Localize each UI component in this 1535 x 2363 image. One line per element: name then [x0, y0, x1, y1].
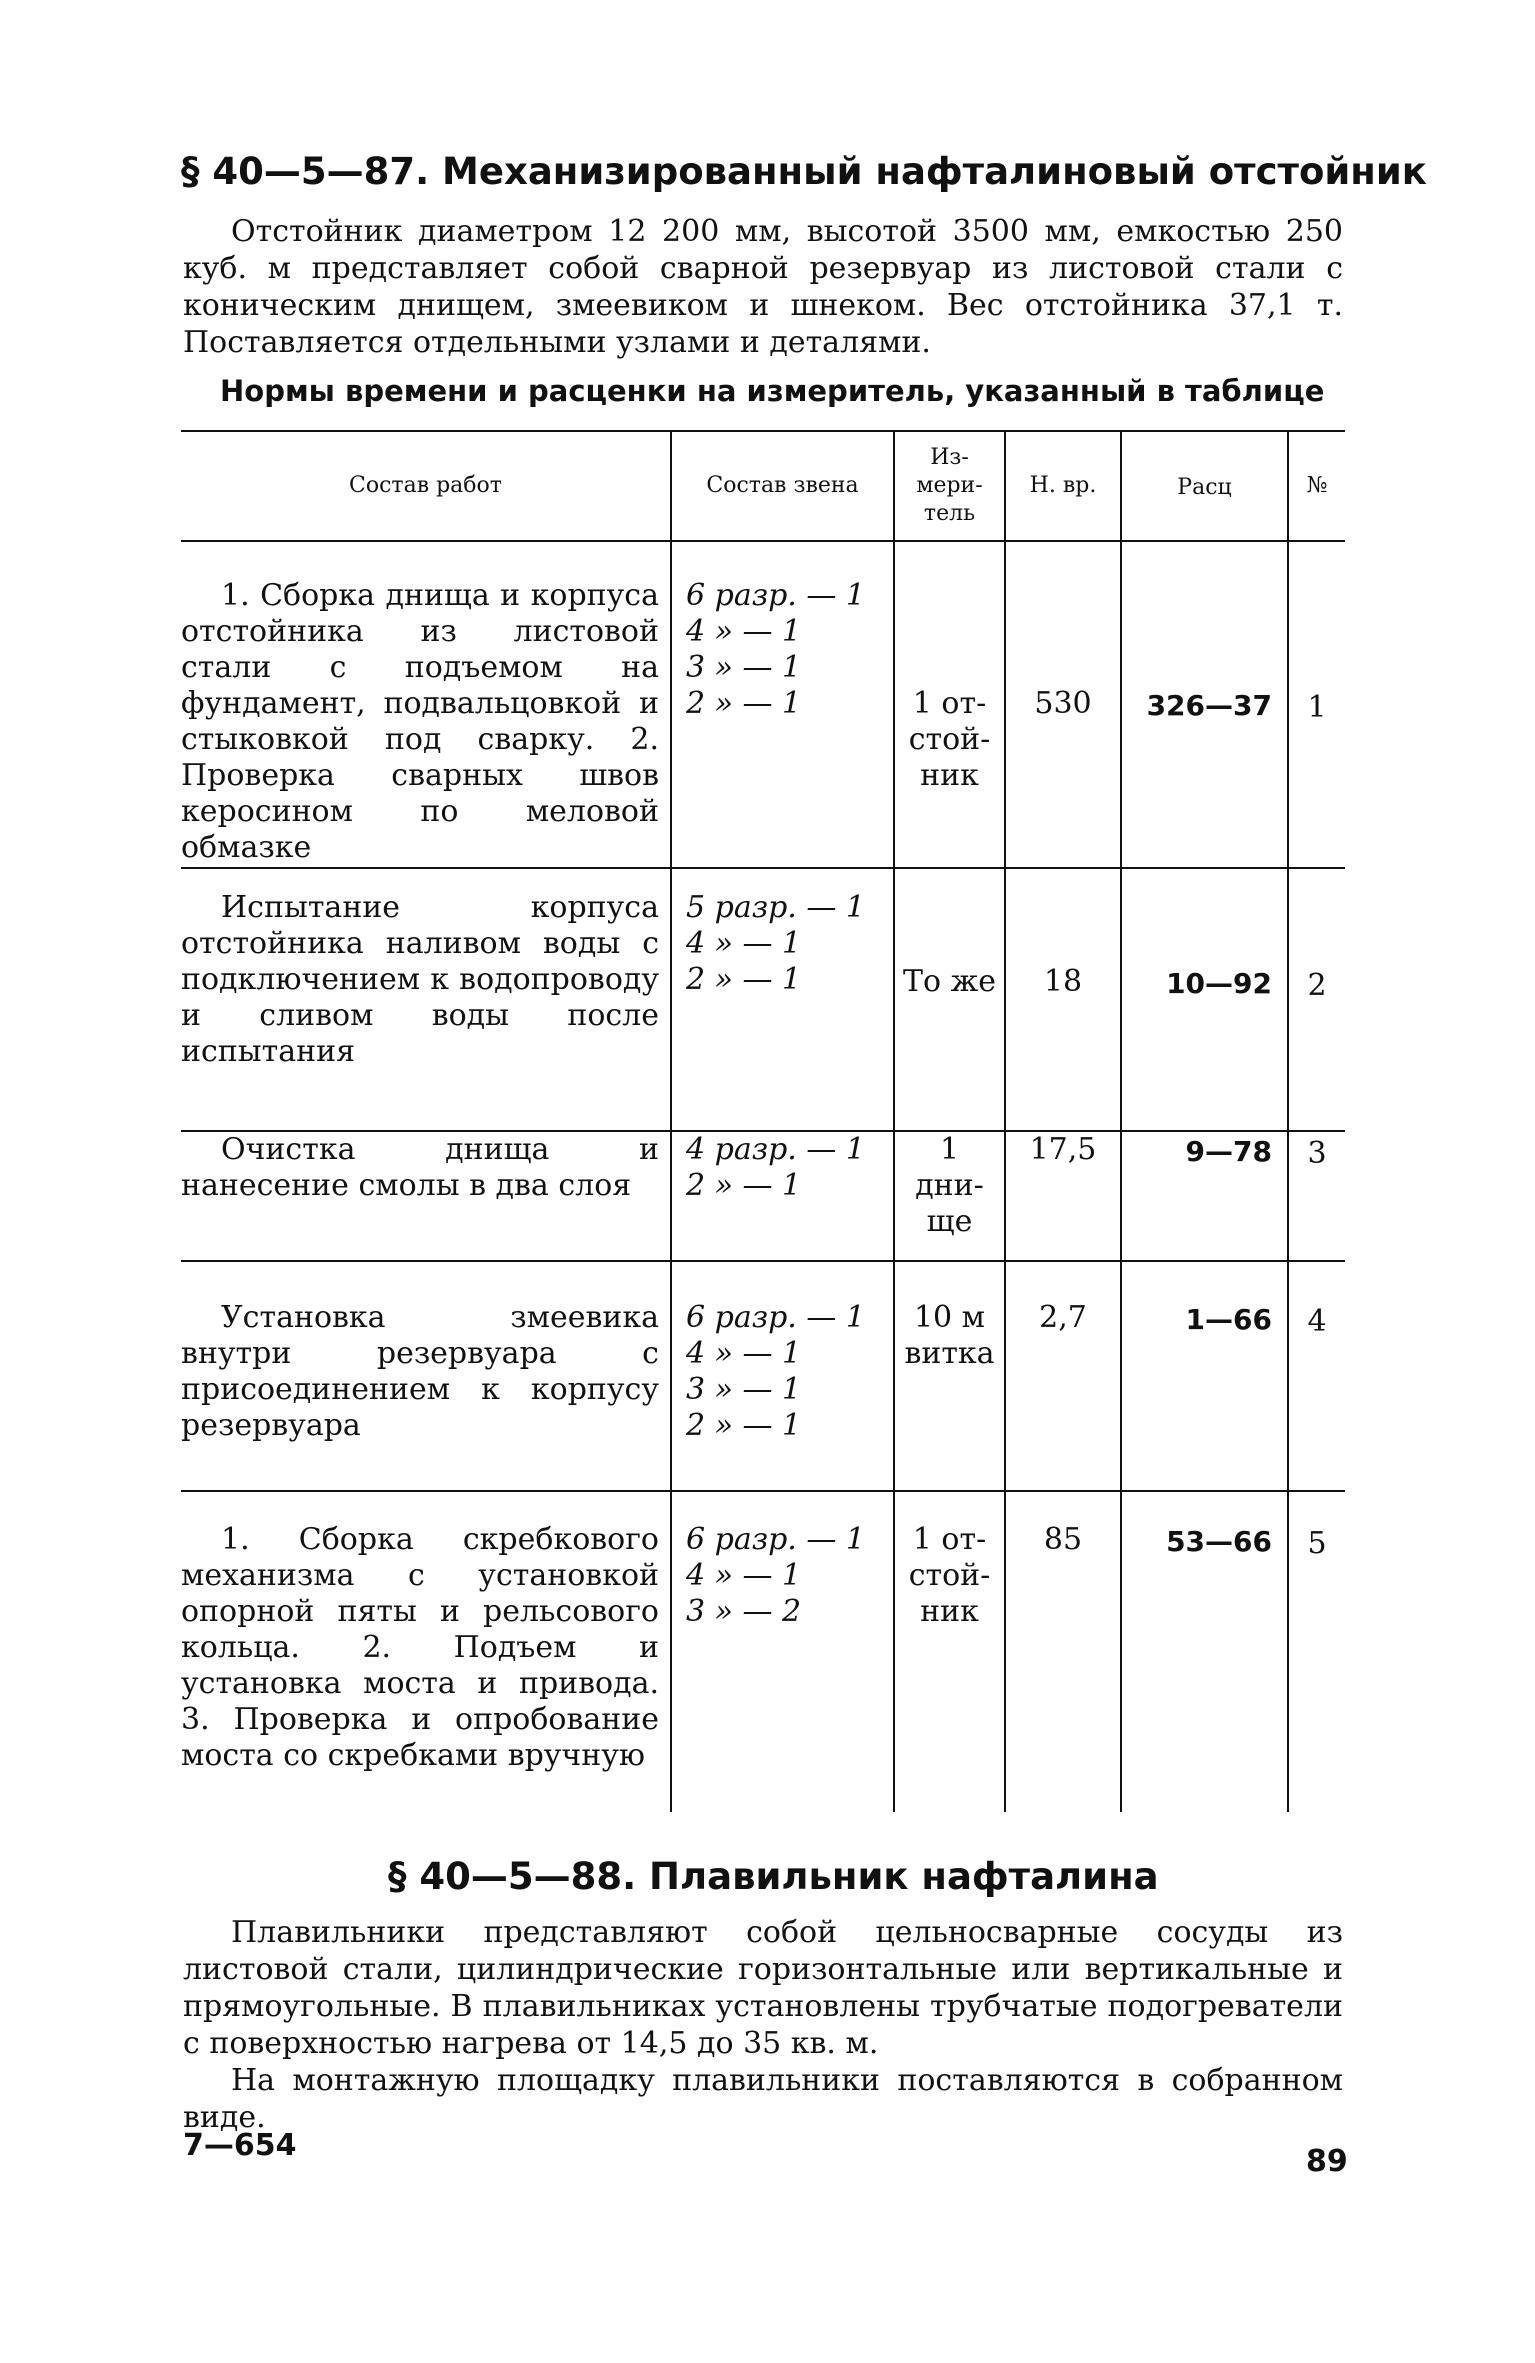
header-number: № [1306, 473, 1328, 498]
row-3-crew [686, 1132, 886, 1204]
row-separator-3 [181, 1260, 1345, 1262]
crew-line: 2 » — 1 [686, 1168, 802, 1203]
row-4-measure: 10 м витка [904, 1300, 995, 1371]
table-top-rule [181, 430, 1345, 432]
crew-line: 2 » — 1 [686, 962, 802, 997]
header-measure [895, 444, 1004, 528]
crew-line: 4 » — 1 [686, 926, 802, 961]
table-caption: Нормы времени и расценки на измеритель, указанный в таблице [220, 374, 1325, 408]
crew-line: 2 » — 1 [686, 686, 802, 721]
row-1-work: 1. Сборка днища и корпуса отстойника из листовой стали с подъемом на фундамент, подвальцовкой и стыковкой под сварку. 2. Проверка сварных швов керосином по меловой обмазке [181, 578, 659, 865]
header-work: Состав работ [349, 473, 502, 498]
column-rule-1 [670, 432, 672, 1812]
row-3-measure: 1 дни- ще [915, 1132, 984, 1239]
page-number: 89 [1306, 2144, 1348, 2179]
row-3-work: Очистка днища и нанесение смолы в два слоя [181, 1132, 659, 1203]
crew-line: 6 разр. — 1 [686, 578, 865, 613]
row-3-number: 3 [1307, 1136, 1327, 1171]
header-norm: Н. вр. [1029, 473, 1097, 498]
row-3-norm: 17,5 [1029, 1132, 1097, 1167]
crew-line: 2 » — 1 [686, 1408, 802, 1443]
row-2-work: Испытание корпуса отстойника наливом воды с подключением к водопроводу и сливом воды после испытания [181, 890, 659, 1069]
column-rule-4 [1120, 432, 1122, 1812]
header-measure-line-2: мери- [916, 473, 983, 498]
column-rule-3 [1004, 432, 1006, 1812]
section-title-88: § 40—5—88. Плавильник нафталина [388, 1855, 1159, 1898]
section-87-description: Отстойник диаметром 12 200 мм, высотой 3500 мм, емкостью 250 куб. м представляет собой сварной резервуар из листовой стали с коническим днищем, змеевиком и шнеком. Вес отстойника 37,1 т. Поставляется отдельными узлами и деталями. [183, 214, 1343, 360]
section-88-paragraph-1: Плавильники представляют собой цельносварные сосуды из листовой стали, цилиндрические горизонтальные или вертикальные и прямоугольные. В плавильниках установлены трубчатые подогреватели с поверхностью нагрева от 14,5 до 35 кв. м. [183, 1915, 1343, 2061]
table-header-rule [181, 540, 1345, 542]
row-5-crew [686, 1522, 886, 1630]
section-88-paragraph-2: На монтажную площадку плавильники поставляются в собранном виде. [183, 2063, 1343, 2135]
row-4-norm: 2,7 [1039, 1300, 1087, 1335]
crew-line: 3 » — 2 [686, 1594, 802, 1629]
crew-line: 4 » — 1 [686, 1336, 802, 1371]
section-title-87: § 40—5—87. Механизированный нафталиновый отстойник [181, 150, 1427, 193]
row-3-rate: 9—78 [1185, 1135, 1272, 1168]
row-4-work: Установка змеевика внутри резервуара с присоединением к корпусу резервуара [181, 1300, 659, 1443]
row-separator-1 [181, 867, 1345, 869]
header-crew: Состав звена [706, 473, 859, 498]
row-1-norm: 530 [1034, 686, 1092, 721]
row-4-rate: 1—66 [1185, 1303, 1272, 1336]
row-2-norm: 18 [1043, 964, 1083, 999]
crew-line: 6 разр. — 1 [686, 1522, 865, 1557]
row-5-norm: 85 [1043, 1522, 1083, 1557]
row-5-measure: 1 от- стой- ник [908, 1522, 991, 1629]
row-4-number: 4 [1307, 1304, 1327, 1339]
crew-line: 4 » — 1 [686, 614, 802, 649]
row-separator-4 [181, 1490, 1345, 1492]
row-1-measure: 1 от- стой- ник [908, 686, 991, 793]
row-5-work: 1. Сборка скребкового механизма с установкой опорной пяты и рельсового кольца. 2. Подъем и установка моста и привода. 3. Проверка и опробование моста со скребками вручную [181, 1522, 659, 1773]
header-measure-line-3: тель [923, 501, 976, 526]
crew-line: 4 » — 1 [686, 1558, 802, 1593]
crew-line: 4 разр. — 1 [686, 1132, 865, 1167]
column-rule-5 [1287, 432, 1289, 1812]
crew-line: 6 разр. — 1 [686, 1300, 865, 1335]
row-5-number: 5 [1307, 1526, 1327, 1561]
header-rate: Расц [1177, 475, 1232, 500]
row-1-rate: 326—37 [1146, 689, 1272, 722]
row-4-crew [686, 1300, 886, 1444]
row-2-rate: 10—92 [1166, 967, 1272, 1000]
row-2-measure: То же [903, 964, 996, 999]
row-1-crew [686, 578, 886, 722]
row-1-number: 1 [1307, 690, 1327, 725]
crew-line: 3 » — 1 [686, 1372, 802, 1407]
crew-line: 5 разр. — 1 [686, 890, 865, 925]
row-5-rate: 53—66 [1166, 1525, 1272, 1558]
row-2-crew [686, 890, 886, 998]
row-2-number: 2 [1307, 968, 1327, 1003]
printer-signature: 7—654 [183, 2128, 297, 2163]
crew-line: 3 » — 1 [686, 650, 802, 685]
header-measure-line-1: Из- [930, 445, 969, 470]
